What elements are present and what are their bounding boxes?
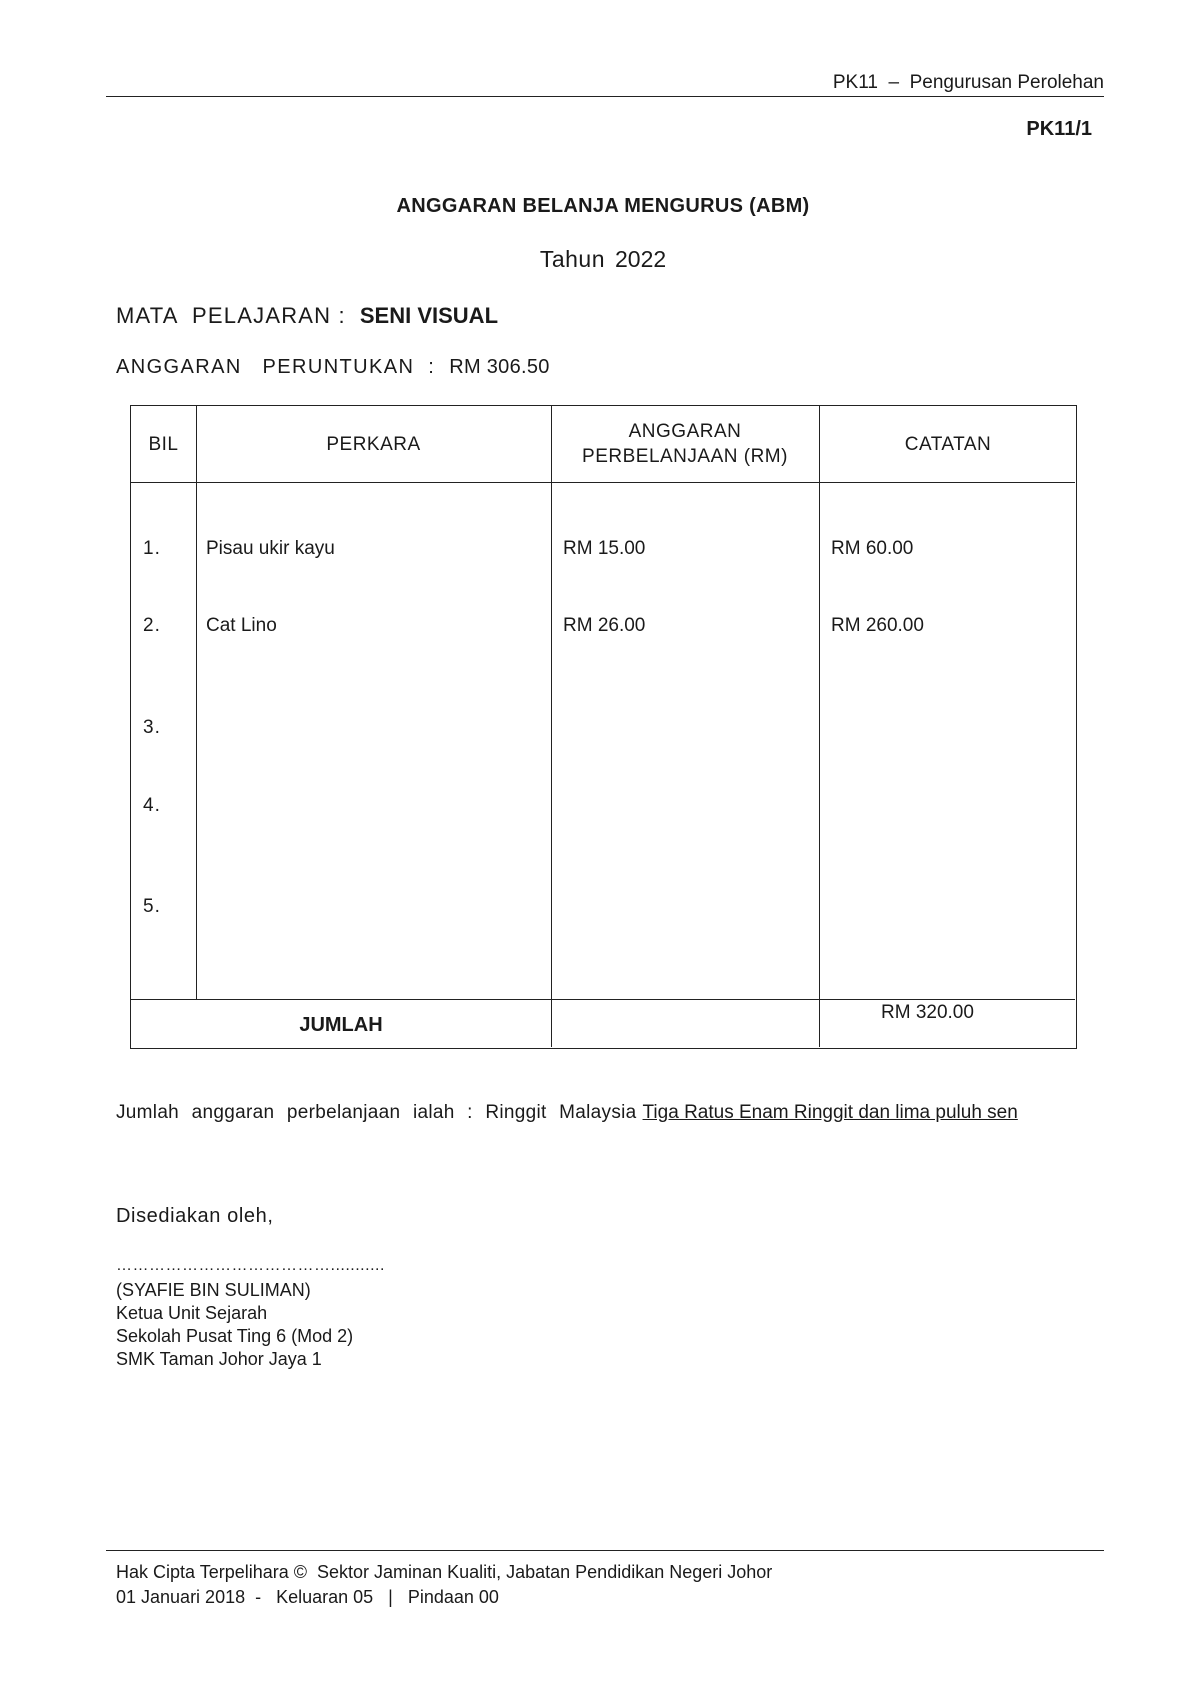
- budget-table: [130, 405, 1077, 1049]
- signatory-school-1: Sekolah Pusat Ting 6 (Mod 2): [116, 1326, 354, 1346]
- row-2-catatan: RM 260.00: [831, 615, 924, 636]
- row-1-perkara: Pisau ukir kayu: [206, 538, 335, 559]
- header-catatan: CATATAN: [904, 433, 992, 455]
- footer-revision: 01 Januari 2018 - Keluaran 05 | Pindaan 00: [116, 1587, 499, 1607]
- year-value: 2022: [615, 246, 667, 272]
- allocation-value: RM 306.50: [449, 356, 550, 378]
- document-title: ANGGARAN BELANJA MENGURUS (ABM): [396, 195, 810, 217]
- summary-text: [116, 1099, 1046, 1126]
- prepared-by: Disediakan oleh,: [116, 1205, 274, 1227]
- form-code: PK11/1: [1026, 118, 1092, 140]
- row-3-bil: 3.: [143, 717, 161, 738]
- signatory-position: Ketua Unit Sejarah: [116, 1303, 268, 1323]
- footer-divider: [106, 1550, 1104, 1551]
- allocation-line: [116, 356, 550, 379]
- total-label: JUMLAH: [299, 1014, 383, 1036]
- column-divider-anggaran: [819, 406, 820, 1047]
- summary-amount-words: Tiga Ratus Enam Ringgit dan lima puluh sen: [642, 1102, 1018, 1123]
- header-anggaran-line2: PERBELANJAAN (RM): [582, 446, 788, 467]
- header-divider: [106, 96, 1104, 97]
- row-4-bil: 4.: [143, 795, 161, 816]
- signatory-name: (SYAFIE BIN SULIMAN): [116, 1280, 311, 1300]
- allocation-label: ANGGARAN PERUNTUKAN :: [116, 356, 436, 378]
- row-2-bil: 2.: [143, 615, 161, 636]
- signatory-school-2: SMK Taman Johor Jaya 1: [116, 1349, 322, 1369]
- subject-value: SENI VISUAL: [359, 303, 499, 328]
- summary-label: Jumlah anggaran perbelanjaan ialah : Ringgit Malaysia: [116, 1102, 637, 1123]
- row-2-perkara: Cat Lino: [206, 615, 277, 636]
- subject-label: MATA PELAJARAN :: [116, 303, 346, 328]
- signature-line: …………………………………...........: [116, 1257, 385, 1274]
- header-text: PK11 – Pengurusan Perolehan: [832, 72, 1104, 93]
- header-row-divider: [131, 482, 1075, 483]
- row-1-anggaran: RM 15.00: [563, 538, 646, 559]
- total-row-divider: [131, 999, 1075, 1000]
- row-1-bil: 1.: [143, 538, 161, 559]
- header-perkara: PERKARA: [326, 433, 421, 455]
- column-divider-bil: [196, 406, 197, 1000]
- footer-copyright: Hak Cipta Terpelihara © Sektor Jaminan Kualiti, Jabatan Pendidikan Negeri Johor: [116, 1562, 773, 1582]
- row-2-anggaran: RM 26.00: [563, 615, 646, 636]
- signature-block: [116, 1279, 353, 1371]
- subject-line: [116, 303, 498, 329]
- row-5-bil: 5.: [143, 896, 161, 917]
- year-line: [0, 246, 1200, 273]
- total-catatan: RM 320.00: [881, 1002, 974, 1023]
- column-divider-perkara: [551, 406, 552, 1047]
- header-bil: BIL: [148, 433, 179, 455]
- row-1-catatan: RM 60.00: [831, 538, 914, 559]
- header-anggaran: [551, 406, 819, 482]
- year-label: Tahun: [539, 246, 605, 272]
- header-anggaran-line1: ANGGARAN: [628, 421, 742, 442]
